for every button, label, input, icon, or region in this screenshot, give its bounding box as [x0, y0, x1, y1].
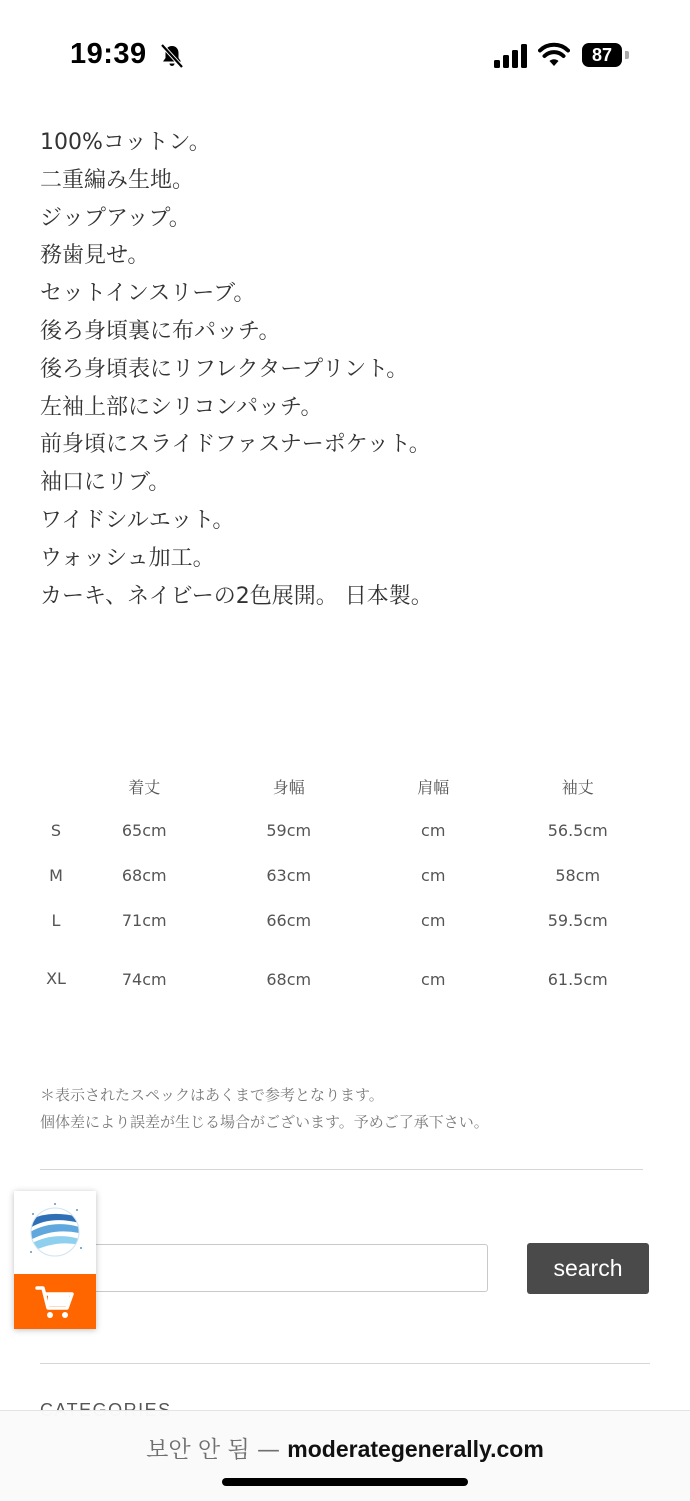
- globe-logo-icon: [23, 1200, 87, 1264]
- spec-note: ＊表示されたスペックはあくまで参考となります。: [40, 1086, 384, 1104]
- insecure-label: 보안 안 됨: [146, 1437, 250, 1463]
- status-bar: [0, 0, 690, 110]
- floating-widget[interactable]: [14, 1191, 96, 1329]
- url-separator: —: [256, 1437, 280, 1463]
- battery-tip: [625, 51, 629, 59]
- header-width: 身幅: [272, 777, 305, 797]
- header-length: 着丈: [128, 777, 161, 797]
- battery-icon: [582, 43, 630, 67]
- width-cell: 66cm: [266, 911, 312, 930]
- size-row-l: [40, 898, 650, 943]
- header-shoulder: 肩幅: [417, 777, 450, 797]
- width-cell: 59cm: [266, 821, 312, 840]
- description-line: 袖口にリブ。: [40, 470, 171, 496]
- url-domain: moderategenerally.com: [287, 1436, 544, 1462]
- sleeve-cell: 56.5cm: [547, 821, 608, 840]
- header-size: [40, 764, 72, 808]
- size-label: XL: [46, 969, 66, 988]
- length-cell: 71cm: [121, 911, 167, 930]
- cart-button[interactable]: [14, 1274, 96, 1329]
- bell-muted-icon: [158, 42, 186, 70]
- description-line: 二重編み生地。: [40, 167, 195, 193]
- length-cell: 74cm: [121, 969, 167, 989]
- wifi-icon: [538, 42, 570, 68]
- description-line: 後ろ身頃表にリフレクタープリント。: [40, 356, 409, 382]
- size-table-header: [40, 764, 650, 808]
- description-line: 務歯見せ。: [40, 243, 150, 269]
- description-line: ウォッシュ加工。: [40, 545, 215, 571]
- url-display[interactable]: [0, 1431, 690, 1464]
- size-label: M: [49, 865, 63, 885]
- shoulder-cell: cm: [421, 969, 446, 989]
- cellular-signal-icon: [494, 44, 528, 68]
- spec-note: 個体差により誤差が生じる場合がございます。予めご了承下さい。: [40, 1113, 489, 1131]
- browser-address-bar[interactable]: [0, 1410, 690, 1501]
- divider: [40, 1363, 650, 1364]
- divider: [40, 1169, 643, 1170]
- description-line: 前身頃にスライドファスナーポケット。: [40, 432, 431, 458]
- description-line: ジップアップ。: [40, 205, 191, 231]
- spec-notes: [40, 1082, 650, 1136]
- description-line: カーキ、ネイビーの2色展開。 日本製。: [40, 583, 433, 609]
- size-row-m: [40, 853, 650, 898]
- shoulder-cell: cm: [421, 821, 446, 840]
- search-button[interactable]: search: [527, 1243, 649, 1294]
- description-line: 後ろ身頃裏に布パッチ。: [40, 318, 281, 344]
- shopping-cart-icon: [35, 1284, 75, 1320]
- size-row-xl: [40, 943, 650, 1015]
- size-label: L: [51, 910, 61, 930]
- description-line: 左袖上部にシリコンパッチ。: [40, 394, 323, 420]
- status-time: 19:39: [70, 38, 147, 70]
- width-cell: 63cm: [266, 866, 312, 885]
- width-cell: 68cm: [266, 969, 312, 989]
- description-line: ワイドシルエット。: [40, 507, 235, 533]
- sleeve-cell: 59.5cm: [547, 911, 608, 930]
- header-sleeve: 袖丈: [561, 777, 594, 797]
- battery-level: 87: [582, 43, 622, 67]
- length-cell: 68cm: [121, 866, 167, 885]
- description-line: セットインスリーブ。: [40, 281, 256, 307]
- size-row-s: [40, 808, 650, 853]
- sleeve-cell: 58cm: [555, 866, 601, 885]
- size-label: S: [50, 820, 62, 840]
- search-input[interactable]: [60, 1244, 488, 1292]
- size-table: [40, 764, 650, 1015]
- length-cell: 65cm: [121, 821, 167, 840]
- sleeve-cell: 61.5cm: [547, 969, 608, 989]
- shoulder-cell: cm: [421, 911, 446, 930]
- store-logo-button[interactable]: [14, 1191, 96, 1273]
- home-indicator[interactable]: [222, 1478, 468, 1486]
- product-description: [40, 124, 650, 615]
- shoulder-cell: cm: [421, 866, 446, 885]
- description-line: 100%コットン。: [40, 130, 211, 155]
